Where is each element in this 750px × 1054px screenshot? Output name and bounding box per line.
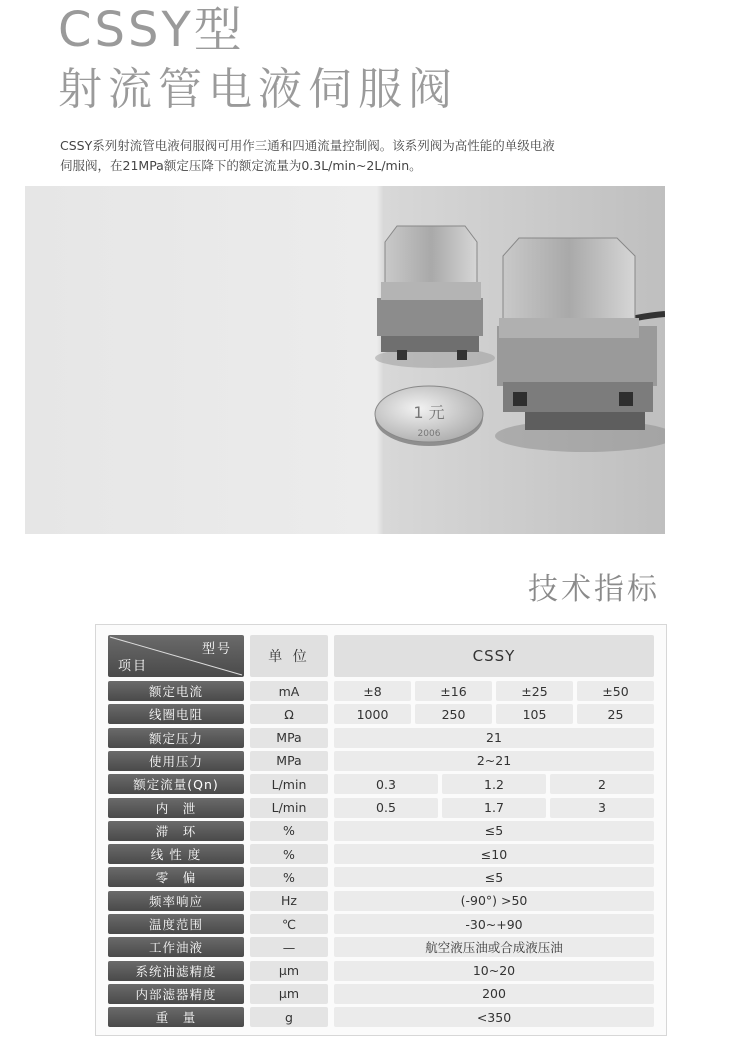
spec-row-unit: L/min	[250, 798, 328, 818]
spec-row-value: ±8	[334, 681, 411, 701]
spec-row-value: 105	[496, 704, 573, 724]
corner-model-label: 型号	[201, 642, 232, 657]
spec-row-value: ±25	[496, 681, 573, 701]
spec-row-label: 重 量	[108, 1007, 244, 1027]
spec-row-value: 250	[415, 704, 492, 724]
spec-row-label: 额定电流	[108, 681, 244, 701]
spec-table	[95, 624, 667, 1036]
spec-row-value: ±50	[577, 681, 654, 701]
spec-row-label: 零 偏	[108, 867, 244, 887]
small-valve-image	[375, 226, 495, 368]
spec-row-label: 工作油液	[108, 937, 244, 957]
spec-row-label: 线 性 度	[108, 844, 244, 864]
spec-row-value: ≤5	[334, 821, 654, 841]
unit-column-header: 单 位	[250, 635, 328, 677]
spec-table-corner-header	[108, 635, 244, 677]
spec-row-value: 200	[334, 984, 654, 1004]
spec-row-value: ≤10	[334, 844, 654, 864]
description-line-1: CSSY系列射流管电液伺服阀可用作三通和四通流量控制阀。该系列阀为高性能的单级电液	[60, 138, 555, 153]
spec-section-title: 技术指标	[528, 572, 660, 607]
spec-row-label: 频率响应	[108, 891, 244, 911]
spec-row-unit: g	[250, 1007, 328, 1027]
spec-row-label: 线圈电阻	[108, 704, 244, 724]
spec-row-value: 25	[577, 704, 654, 724]
spec-row-label: 温度范围	[108, 914, 244, 934]
coin-image	[375, 386, 483, 446]
spec-row-unit: Ω	[250, 704, 328, 724]
spec-row-unit: MPa	[250, 728, 328, 748]
product-photo	[25, 186, 665, 534]
spec-row-value: <350	[334, 1007, 654, 1027]
description-line-2: 伺服阀，在21MPa额定压降下的额定流量为0.3L/min~2L/min。	[60, 158, 422, 173]
spec-row-value: 1000	[334, 704, 411, 724]
corner-item-label: 项目	[118, 659, 149, 674]
coin-face-text: 1 元	[413, 403, 445, 422]
spec-row-value: -30~+90	[334, 914, 654, 934]
spec-row-unit: %	[250, 821, 328, 841]
spec-row-unit: MPa	[250, 751, 328, 771]
spec-row-unit: ℃	[250, 914, 328, 934]
spec-row-value: ≤5	[334, 867, 654, 887]
spec-row-value: 1.2	[442, 774, 546, 794]
spec-row-value: 0.5	[334, 798, 438, 818]
spec-row-unit: %	[250, 844, 328, 864]
product-title-model: CSSY型	[58, 2, 245, 58]
spec-row-unit: %	[250, 867, 328, 887]
spec-row-value: 2~21	[334, 751, 654, 771]
spec-row-label: 滞 环	[108, 821, 244, 841]
spec-row-label: 额定压力	[108, 728, 244, 748]
product-description	[60, 136, 660, 176]
spec-row-unit: μm	[250, 961, 328, 981]
spec-row-value: 航空液压油或合成液压油	[334, 937, 654, 957]
spec-row-label: 额定流量(Qn)	[108, 774, 244, 794]
spec-row-label: 内部滤器精度	[108, 984, 244, 1004]
spec-row-value: 1.7	[442, 798, 546, 818]
spec-row-value: 2	[550, 774, 654, 794]
spec-row-value: 3	[550, 798, 654, 818]
spec-row-value: ±16	[415, 681, 492, 701]
spec-row-value: (-90°) >50	[334, 891, 654, 911]
spec-row-unit: Hz	[250, 891, 328, 911]
spec-row-unit: —	[250, 937, 328, 957]
model-column-header: CSSY	[334, 635, 654, 677]
spec-row-unit: L/min	[250, 774, 328, 794]
spec-row-value: 21	[334, 728, 654, 748]
spec-row-unit: μm	[250, 984, 328, 1004]
spec-row-label: 内 泄	[108, 798, 244, 818]
product-title-name: 射流管电液伺服阀	[58, 64, 458, 115]
spec-row-unit: mA	[250, 681, 328, 701]
spec-row-value: 0.3	[334, 774, 438, 794]
spec-row-label: 使用压力	[108, 751, 244, 771]
coin-year-text: 2006	[417, 429, 441, 439]
spec-row-label: 系统油滤精度	[108, 961, 244, 981]
spec-row-value: 10~20	[334, 961, 654, 981]
